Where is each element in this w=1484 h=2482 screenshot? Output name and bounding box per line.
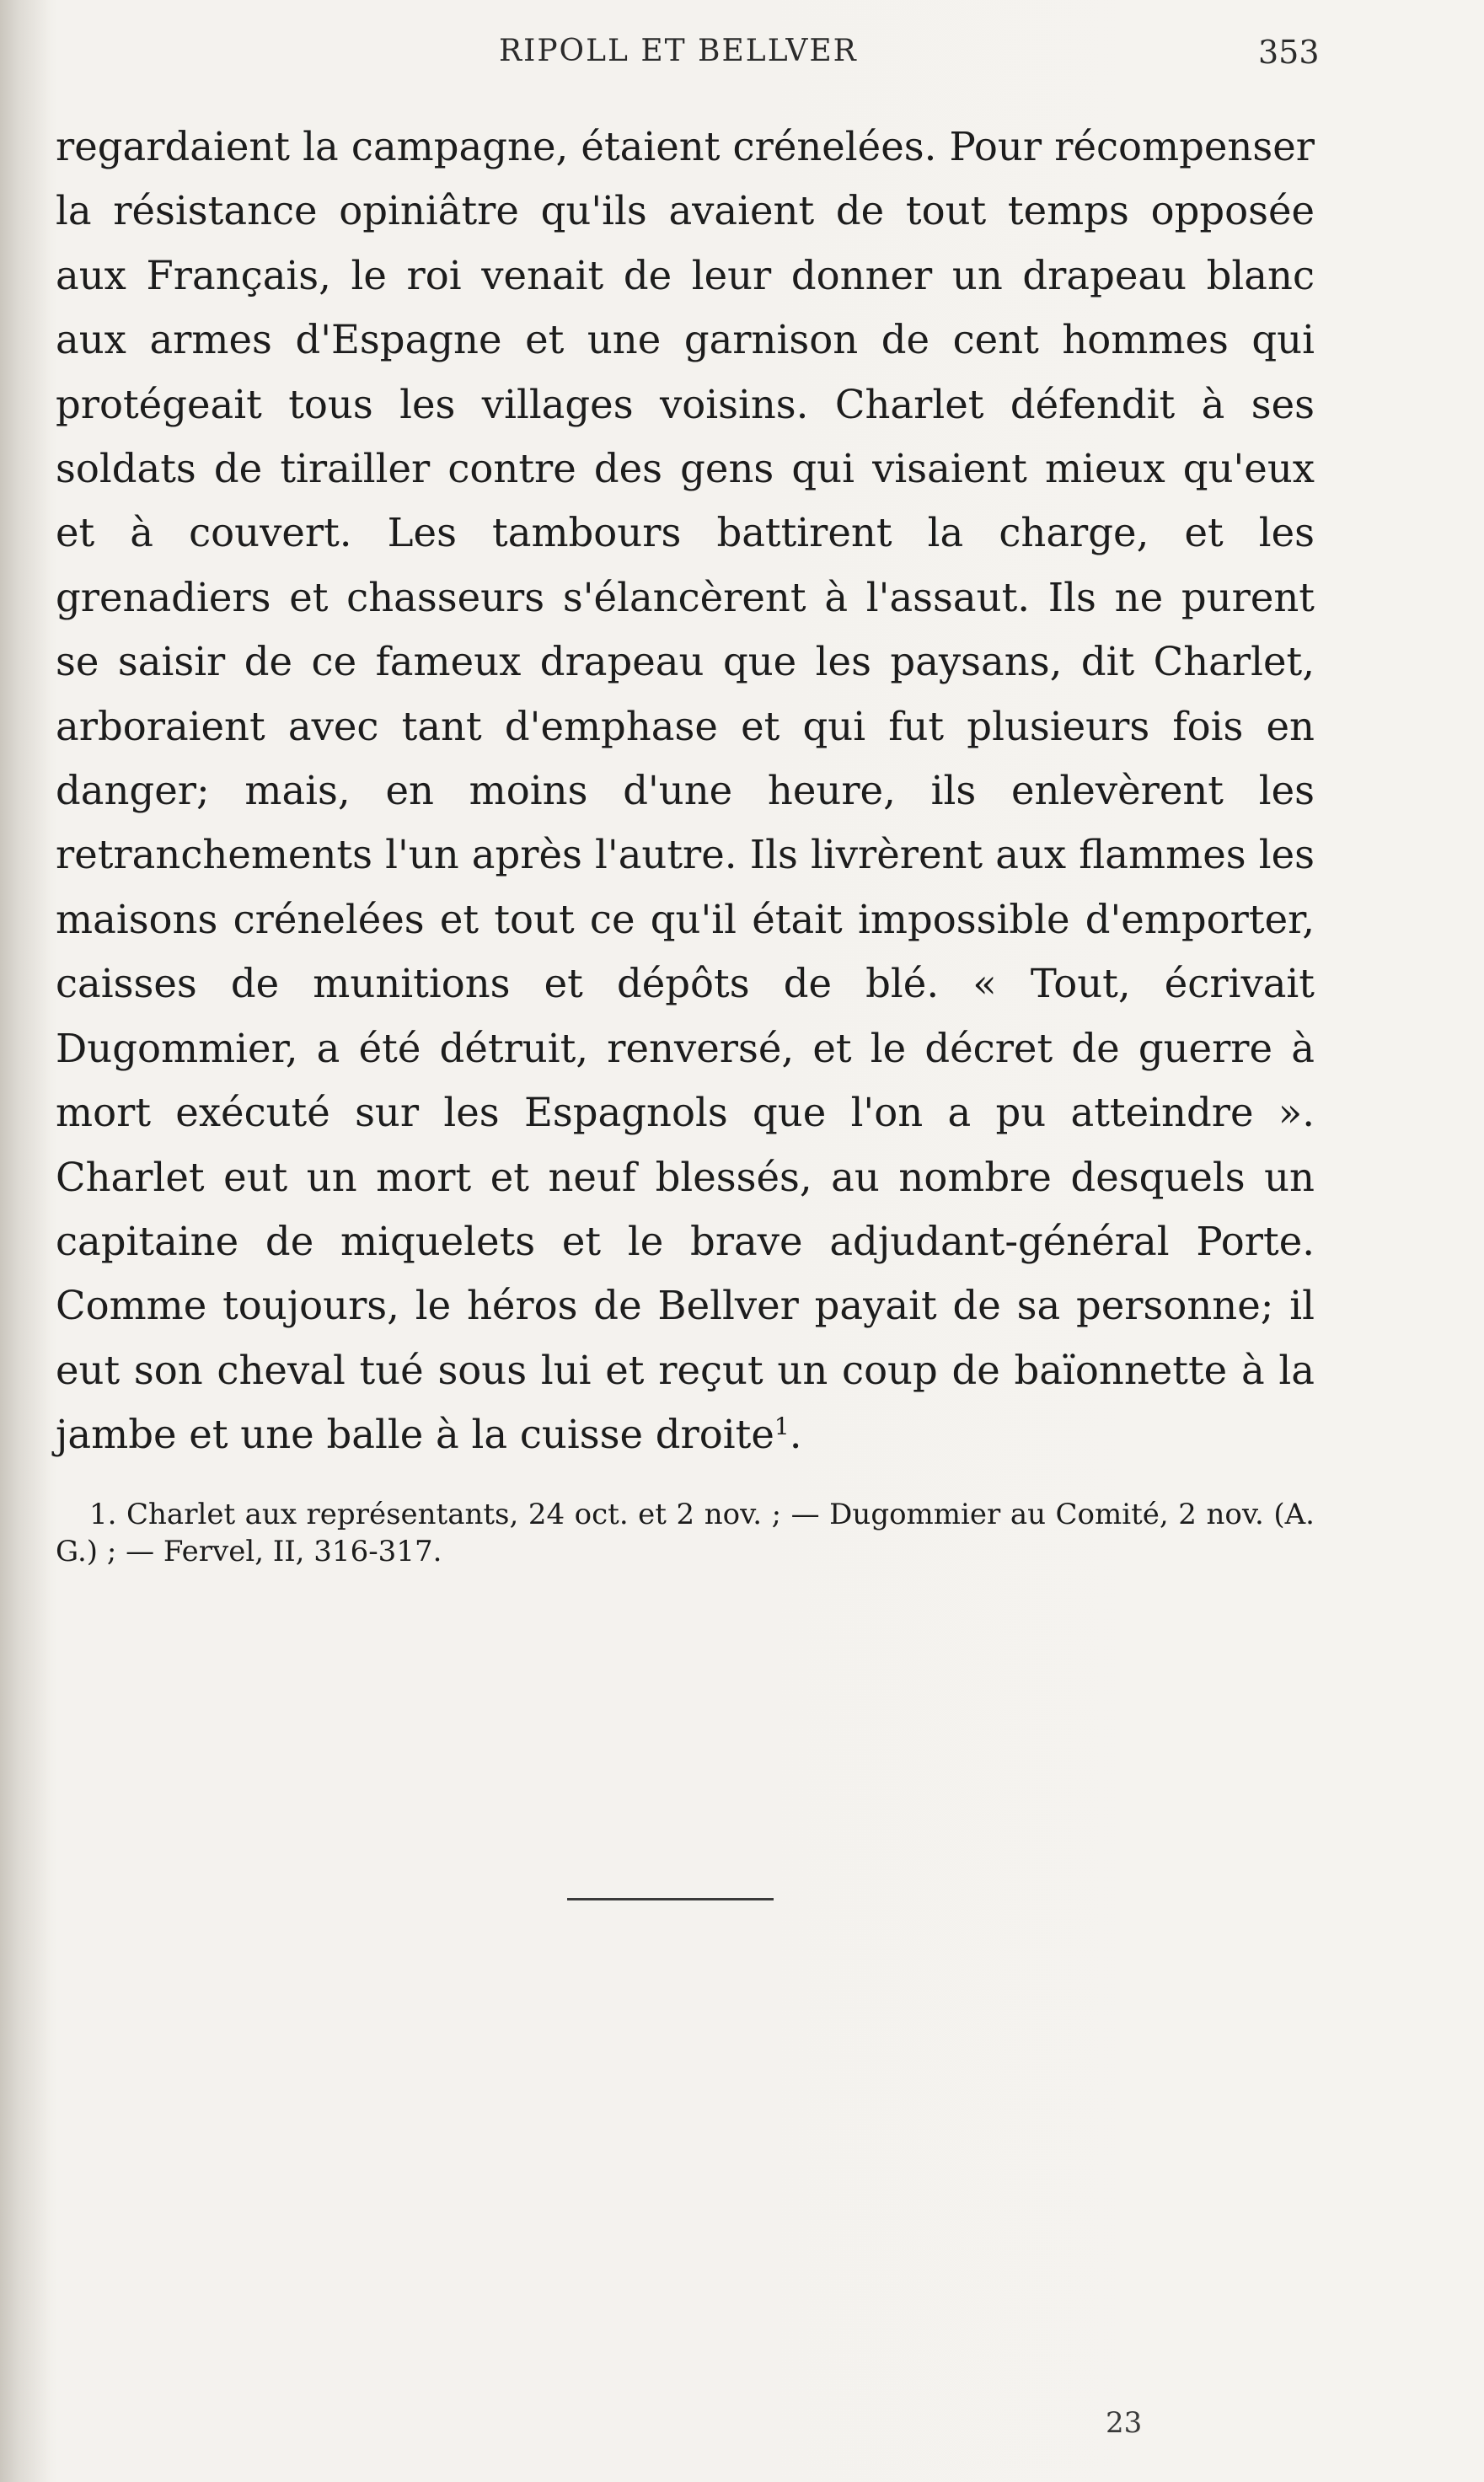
footnote-text: Charlet aux représentants, 24 oct. et 2 nov. ; — Dugommier au Comité, 2 nov. (A. G.) ; — Fervel, II, 316-317. (56, 1498, 1315, 1568)
binding-gutter-shadow (0, 0, 51, 2482)
end-of-chapter-rule (567, 1898, 774, 1900)
main-paragraph (56, 115, 1315, 1467)
paragraph-text: regardaient la campagne, étaient crénelées. Pour récompenser la résistance opiniâtre qu'ils avaient de tout temps opposée aux Français, le roi venait de leur donner un drapeau blanc aux armes d'Espagne et une garnison de cent hommes qui protégeait tous les villages voisins. Charlet défendit à ses soldats de tirailler contre des gens qui visaient mieux qu'eux et à couvert. Les tambours battirent la charge, et les grenadiers et chasseurs s'élancèrent à l'assaut. Ils ne purent se saisir de ce fameux drapeau que les paysans, dit Charlet, arboraient avec tant d'emphase et qui fut plusieurs fois en danger; mais, en moins d'une heure, ils enlevèrent les retranchements l'un après l'autre. Ils livrèrent aux flammes les maisons crénelées et tout ce qu'il était impossible d'emporter, caisses de munitions et dépôts de blé. « Tout, écrivait Dugommier, a été détruit, renversé, et le décret de guerre à mort exécuté sur les Espagnols que l'on a pu atteindre ». Charlet eut un mort et neuf blessés, au nombre desquels un capitaine de miquelets et le brave adjudant-général Porte. Comme toujours, le héros de Bellver payait de sa personne; il eut son cheval tué sous lui et reçut un coup de baïonnette à la jambe et une balle à la cuisse droite (56, 124, 1315, 1458)
footnote-reference: 1 (774, 1413, 790, 1441)
footnote (56, 1496, 1315, 1570)
running-title: RIPOLL ET BELLVER (499, 34, 858, 68)
page-number: 353 (1258, 34, 1320, 71)
paragraph-end-punctuation: . (789, 1412, 802, 1458)
signature-mark: 23 (1106, 2406, 1143, 2440)
running-header (0, 34, 1484, 76)
footnote-number: 1. (89, 1498, 117, 1531)
